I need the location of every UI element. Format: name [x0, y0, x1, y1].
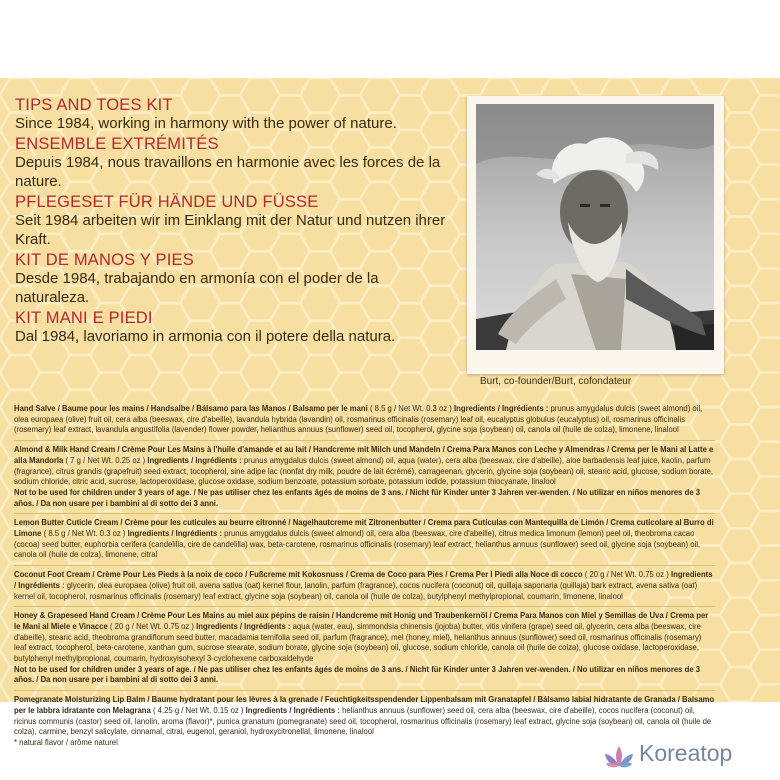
kit-heading: KIT DE MANOS Y PIES [15, 250, 194, 269]
product-weight: ( 20 g / Net Wt. 0.75 oz ) [109, 620, 194, 631]
ingredients-label: Ingredients / Ingrédients : [245, 704, 340, 715]
ingredients-text: helianthus annuus (sunflower) seed oil, cera alba (beeswax, cire d'abeille), cocos nucifera (coconut) oil, ricinus communis (castor) seed oil, lanolin, aroma (flavor)*, punica granatum (pomegranate) seed oil, tocopherol, rosmarinus officinalis (rosemary) leaf extract, glycine soja (soybean) oil, canola oil (huile de colza), carmine, benzyl salicylate, cinnamal, citral, eugenol, geraniol, hydroxycitronellal, limonene, linalool [14, 704, 712, 737]
kit-fr [15, 135, 455, 192]
product-name: Pomegranate Moisturizing Lip Balm / Baume hydratant pour les lèvres à la grenade / Feuchtigkeitsspendender Lippenbalsam mit Granatapfel / Bálsamo labial hidratante de Granada / Balsamo per le labbra idratante con Melagrana [14, 694, 715, 715]
ingredients-list [14, 403, 715, 753]
footnote: * natural flavor / arôme naturel [14, 736, 118, 747]
product-name: Honey & Grapeseed Hand Cream / Crème Pour Les Mains au miel aux pépins de raisin / Handcreme mit Honig und Traubenkernöl / Crema Para Manos con Miel y Semillas de Uva / Crema per le Mani al Miele e Vinacce [14, 610, 709, 631]
product-weight: ( 4.25 g / Net Wt. 0.15 oz ) [152, 704, 244, 715]
ingredients-text: prunus amygdalus dulcis (sweet almond) oil, cera alba (beeswax, cire d'abeille), citrus medica limonum (lemon) peel oil, theobroma cacao (cocoa) seed butter, euphorbia cerifera (candelilla, cire de candelilla) wax, beta-carotene, rosmarinus officinalis (rosemary) leaf extract, helianthus annuus (sunflower) seed oil, glycine soja (soybean) oil, canola oil (huile de colza), limonene, citral [14, 528, 701, 560]
ingredients-label: Ingredients / Ingrédients : [14, 569, 713, 590]
kit-it [15, 309, 455, 347]
product-block [14, 569, 715, 601]
product-block [14, 444, 715, 508]
product-name: Lemon Butter Cuticle Cream / Crème pour les cuticules au beurre citronné / Nagelhautcreme mit Zitronenbutter / Crema para Cutículas con Mantequilla de Limón / Crema cuticolare al Burro di Limone [14, 517, 714, 539]
kit-text: Depuis 1984, nous travaillons en harmonie avec les forces de la nature. [15, 153, 441, 190]
ingredients-label: Ingredients / Ingrédients : [196, 620, 291, 631]
divider [14, 565, 715, 566]
ingredients-text: glycerin, olea europaea (olive) fruit oil, avena sativa (oat) kernel flour, lanolin, parfum (fragrance), cocos nucifera (coconut) oil, quillaja saponaria (quillaja) bark extract, avena sativa (oat) kernel oil, tocopherol, rosmarinus officinalis (rosemary) leaf extract, glycine soja (soybean) oil, canola oil (huile de colza), butylphenyl methylpropional, coumarin, limonene, linalool [14, 579, 698, 601]
kit-en [15, 96, 455, 134]
child-warning: Not to be used for children under 3 years of age. / Ne pas utiliser chez les enfants âgés de moins de 3 ans. / Nicht für Kinder unter 3 Jahren ver-wenden. / No utilizar en niños menores de 3 años. / Da non usare per i bambini al di sotto dei 3 anni. [14, 663, 701, 685]
ingredients-label: Ingredients / Ingrédients : [147, 454, 242, 465]
ingredients-label: Ingredients / Ingrédients : [454, 403, 549, 413]
ingredients-label: Ingredients / Ingrédients : [127, 528, 222, 539]
kit-text: Seit 1984 arbeiten wir im Einklang mit der Natur und nutzen ihrer Kraft. [15, 211, 446, 248]
kit-text: Since 1984, working in harmony with the power of nature. [15, 115, 397, 132]
ingredients-text: aqua (water, eau), simmondsia chinensis (jojoba) butter, vitis vinifera (grape) seed oil, glycerin, cera alba (beeswax, cire d'abeille), stearic acid, theobroma grandiflorum seed butter, macadamia ternifolia seed oil, parfum (fragrance), mel (honey, miel), helianthus annuus (sunflower) seed oil, rosmarinus officinalis (rosemary) leaf extract, tocopherol, beta-carotene, xanthan gum, sucrose stearate, sodium borate, glycine soja (soybean) oil, glucose, sodium chloride, canola oil (huile de colza), glucose oxidase, lactoperoxidase, butylphenyl methylpropional, coumarin, hydroxyisohexyl 3-cyclohexene carboxaldehyde [14, 620, 702, 664]
kit-heading: ENSEMBLE EXTRÉMITÉS [15, 134, 219, 153]
product-block [14, 403, 715, 435]
kit-heading: PFLEGESET FÜR HÄNDE UND FÜSSE [15, 192, 319, 211]
kit-descriptions [15, 96, 455, 347]
kit-heading: TIPS AND TOES KIT [15, 96, 173, 114]
lotus-icon [603, 742, 635, 770]
kit-es [15, 251, 455, 308]
photo-caption: Burt, co-founder/Burt, cofondateur [480, 376, 632, 387]
product-weight: ( 20 g / Net Wt. 0.75 oz ) [584, 569, 669, 580]
founder-photo [476, 104, 714, 350]
product-name: Coconut Foot Cream / Crème Pour Les Pieds à la noix de coco / Fußcreme mit Kokosnuss / Crema de Coco para Pies / Crema Per I Piedi alla Noce di cocco [14, 569, 583, 580]
product-insert-panel [0, 78, 780, 747]
divider [14, 606, 715, 607]
kit-de [15, 193, 455, 250]
product-weight: ( 8.5 g / Net Wt. 0.3 oz ) [43, 528, 126, 539]
divider [14, 513, 715, 514]
product-weight: ( 8.5 g / Net Wt. 0.3 oz ) [369, 403, 452, 413]
brand-logo[interactable] [603, 740, 773, 770]
kit-text: Desde 1984, trabajando en armonía con el poder de la naturaleza. [15, 269, 379, 306]
product-block [14, 610, 715, 685]
kit-text: Dal 1984, lavoriamo in armonia con il potere della natura. [15, 327, 396, 345]
divider [14, 440, 715, 441]
product-weight: ( 7 g / Net Wt. 0.25 oz ) [65, 454, 146, 465]
product-name: Almond & Milk Hand Cream / Crème Pour Les Mains à l'huile d'amande et au lait / Handcreme mit Milch und Mandeln / Crema Para Manos con Leche y Almendras / Crema per le Mani al Latte e alla Mandorla [14, 444, 714, 465]
product-name: Hand Salve / Baume pour les mains / Handsalbe / Bálsamo para las Manos / Balsamo per le mani [14, 403, 368, 413]
ingredients-text: prunus amygdalus dulcis (sweet almond) oil, aqua (water), cera alba (beeswax, cire d'abeille), aloe barbadensis leaf juice, kaolin, parfum (fragrance), citrus grandis (grapefruit) seed extract, tocopherol, sine adipe lac (nonfat dry milk, poudre de lait écrémé), carrageenan, glycerin, glycine soja (soybean) oil, stearic acid, glucose, sodium borate, sodium chloride, citric acid, sucrose, lactoperoxidase, glucose oxidase, sodium benzoate, potassium sorbate, potassium iodide, potassium thiocyanate, linalool [14, 454, 714, 487]
product-block [14, 517, 715, 560]
child-warning: Not to be used for children under 3 years of age. / Ne pas utiliser chez les enfants âgés de moins de 3 ans. / Nicht für Kinder unter 3 Jahren ver-wenden. / No utilizar en niños menores de 3 años. / Da non usare per i bambini al di sotto dei 3 anni. [14, 486, 701, 508]
divider [14, 690, 715, 691]
kit-heading: KIT MANI E PIEDI [15, 308, 153, 327]
ingredients-text: prunus amygdalus dulcis (sweet almond) oil, olea europaea (olive) fruit oil, cera alba (beeswax, cire d'abeille), lavandula hybrida (lavandin) oil, rosmarinus officinalis (rosemary) leaf oil, eucalyptus globulus (eucalyptus) oil, rosmarinus officinalis (rosemary) leaf extract, lavandula angustifolia (lavender) flower powder, helianthus annuus (sunflower) seed oil, tocopherol, glycine soja (soybean) oil, canola oil (huile de colza), limonene, linalool [14, 403, 703, 435]
founder-photo-frame [467, 96, 724, 374]
brand-name: Koreatop [639, 740, 733, 766]
